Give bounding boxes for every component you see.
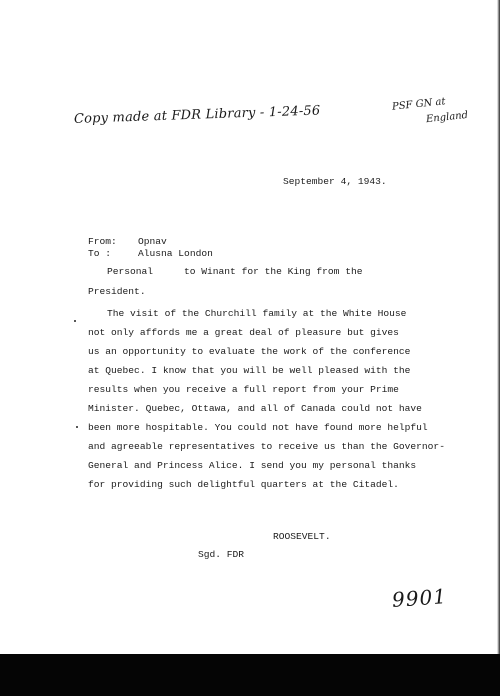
body-line: for providing such delightful quarters at the Citadel. [88,479,399,490]
subject-label: Personal [107,266,154,277]
to-label: To : [88,248,112,259]
from-label: From: [88,236,117,247]
from-value: Opnav [138,236,167,247]
body-line: us an opportunity to evaluate the work of the conference [88,346,411,357]
handwritten-copy-note: Copy made at FDR Library - 1-24-56 [73,103,321,127]
body-line: results when you receive a full report from your Prime [88,384,399,395]
body-line: General and Princess Alice. I send you my personal thanks [88,460,417,471]
handwritten-file-note-line2: England [425,109,469,126]
letter-date: September 4, 1943. [283,176,387,187]
handwritten-page-number: 9901 [391,584,448,612]
signed-line: Sgd. FDR [198,549,245,560]
scan-bottom-border [0,654,500,696]
body-line: and agreeable representatives to receive us than the Governor- [88,441,445,452]
handwritten-file-note: PSF GN at [391,96,447,113]
subject-text: to Winant for the King from the [184,266,363,277]
signature: ROOSEVELT. [273,531,331,542]
body-line: The visit of the Churchill family at the White House [107,308,407,319]
body-line: at Quebec. I know that you will be well pleased with the [88,365,411,376]
body-line: been more hospitable. You could not have found more helpful [88,422,428,433]
subject-continuation: President. [88,286,146,297]
body-line: not only affords me a great deal of pleasure but gives [88,327,399,338]
scan-speck [76,426,78,428]
scan-speck [74,320,76,322]
to-value: Alusna London [138,248,213,259]
body-line: Minister. Quebec, Ottawa, and all of Canada could not have [88,403,422,414]
